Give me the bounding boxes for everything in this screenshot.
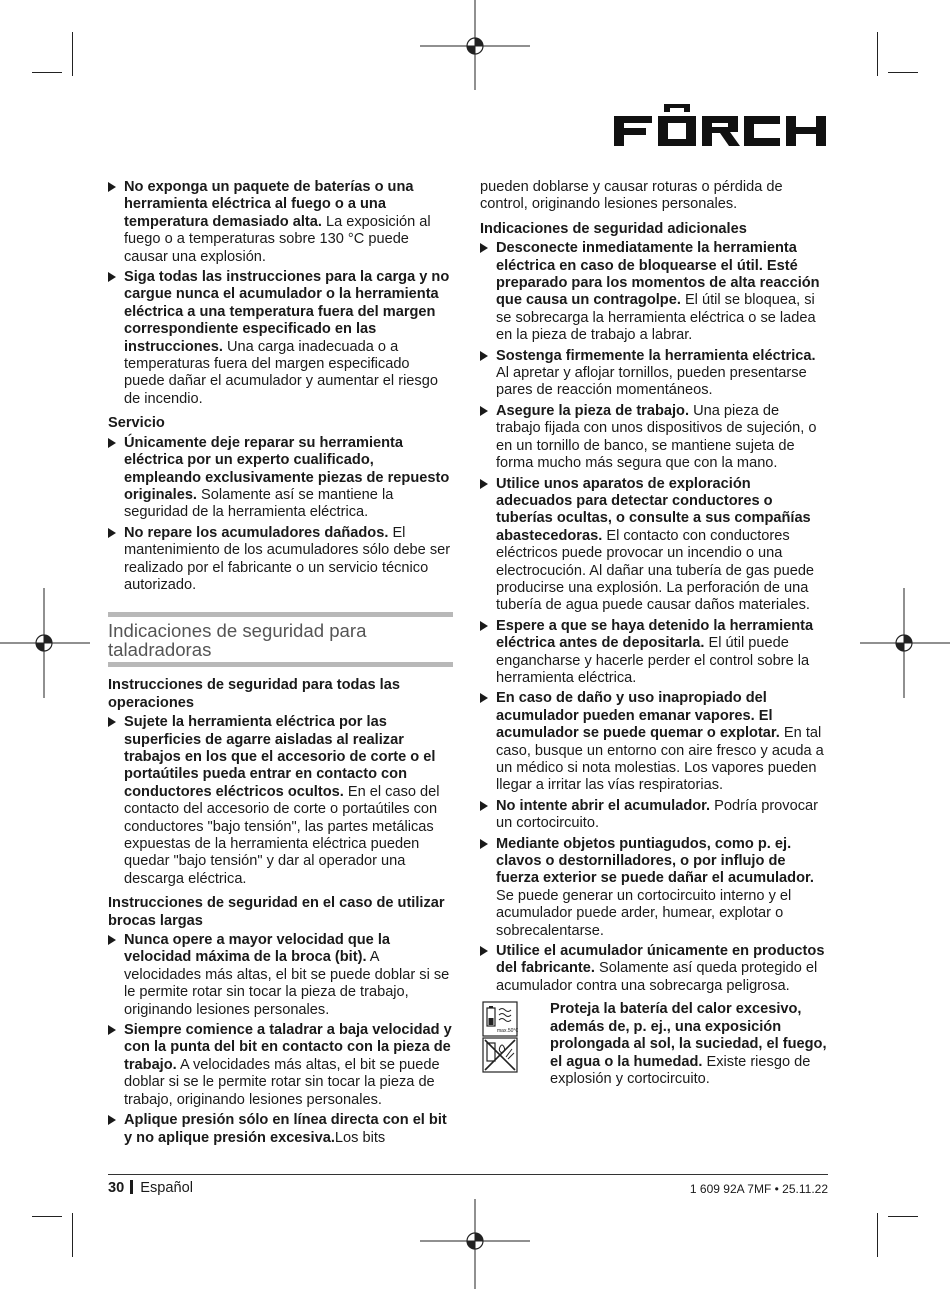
- footer-left: [108, 1180, 193, 1196]
- footer-separator: [130, 1180, 133, 1194]
- bullet-arrow-icon: [108, 935, 116, 945]
- left-column: [108, 179, 453, 1150]
- bullet-arrow-icon: [108, 1115, 116, 1125]
- list-item: Únicamente deje reparar su herramienta eléctrica por un experto cualificado, empleando exclusivamente piezas de repuesto originales. Solamente así se mantiene la seguridad de la herramienta eléctrica.: [108, 435, 453, 522]
- subheading: Instrucciones de seguridad para todas las operaciones: [108, 677, 400, 711]
- crop-mark: [877, 1213, 878, 1257]
- bullet-arrow-icon: [480, 801, 488, 811]
- crop-mark: [72, 1213, 73, 1257]
- footer-code: 1 609 92A 7MF • 25.11.22: [689, 1182, 828, 1196]
- crop-mark: [888, 1216, 918, 1217]
- battery-warning-block: [480, 1001, 827, 1088]
- crop-mark: [72, 32, 73, 76]
- list-item: Siempre comience a taladrar a baja velocidad y con la punta del bit en contacto con la pieza de trabajo. A velocidades más altas, el bit se puede doblar si se le permite rotar sin tocar la pieza de trabajo, originando lesiones personales.: [108, 1022, 453, 1109]
- footer-language: Español: [140, 1180, 193, 1196]
- svg-text:max.50°C: max.50°C: [497, 1028, 518, 1035]
- list-item: No exponga un paquete de baterías o una herramienta eléctrica al fuego o a una temperatura demasiado alta. La exposición al fuego o a temperaturas sobre 130 °C puede causar una explosión.: [108, 179, 453, 266]
- page-footer: [108, 1174, 828, 1199]
- list-item: Desconecte inmediatamente la herramienta eléctrica en caso de bloquearse el útil. Esté preparado para los momentos de alta reacción que causa un contragolpe. El útil se bloquea, si se sobrecarga la herramienta eléctrica o se ladea en la pieza de trabajo a labrar.: [480, 240, 827, 344]
- registration-mark-icon: [420, 0, 530, 90]
- crop-mark: [888, 72, 918, 73]
- bullet-arrow-icon: [480, 479, 488, 489]
- battery-heat-icon: [482, 1001, 518, 1073]
- list-item: Mediante objetos puntiagudos, como p. ej. clavos o destornilladores, o por influjo de fuerza exterior se puede dañar el acumulador. Se puede generar un cortocircuito interno y el acumulador puede arder, humear, explotar o sobrecalentarse.: [480, 836, 827, 940]
- list-item: No intente abrir el acumulador. Podría provocar un cortocircuito.: [480, 798, 827, 833]
- list-item: Sostenga firmemente la herramienta eléctrica. Al apretar y aflojar tornillos, pueden presentarse pares de reacción momentáneos.: [480, 348, 827, 400]
- list-item: Espere a que se haya detenido la herramienta eléctrica antes de depositarla. El útil puede engancharse y hacerle perder el control sobre la herramienta eléctrica.: [480, 618, 827, 688]
- list-item: Nunca opere a mayor velocidad que la velocidad máxima de la broca (bit). A velocidades más altas, el bit se puede doblar si se le permite rotar sin tocar la pieza de trabajo, originando lesiones personales.: [108, 932, 453, 1019]
- continued-paragraph: pueden doblarse y causar roturas o pérdida de control, originando lesiones personales.: [480, 179, 783, 213]
- bullet-arrow-icon: [108, 717, 116, 727]
- bullet-arrow-icon: [480, 351, 488, 361]
- registration-mark-icon: [0, 588, 90, 698]
- crop-mark: [32, 72, 62, 73]
- bullet-arrow-icon: [480, 839, 488, 849]
- bullet-arrow-icon: [108, 182, 116, 192]
- section-title: Indicaciones de seguridad para taladradoras: [108, 612, 453, 667]
- bullet-arrow-icon: [480, 946, 488, 956]
- brand-logo: [612, 102, 828, 148]
- bullet-arrow-icon: [480, 621, 488, 631]
- bullet-arrow-icon: [108, 528, 116, 538]
- bullet-arrow-icon: [108, 438, 116, 448]
- subheading: Indicaciones de seguridad adicionales: [480, 220, 747, 237]
- right-column: [480, 179, 827, 1088]
- list-item: En caso de daño y uso inapropiado del acumulador pueden emanar vapores. El acumulador se puede quemar o explotar. En tal caso, busque un entorno con aire fresco y acuda a un médico si nota molestias. Los vapores pueden llegar a irritar las vías respiratorias.: [480, 690, 827, 794]
- bullet-arrow-icon: [480, 243, 488, 253]
- crop-mark: [877, 32, 878, 76]
- subheading: Servicio: [108, 415, 165, 432]
- list-item: No repare los acumuladores dañados. El mantenimiento de los acumuladores sólo debe ser realizado por el fabricante o un servicio técnico autorizado.: [108, 525, 453, 595]
- list-item: Sujete la herramienta eléctrica por las superficies de agarre aisladas al realizar trabajos en los que el accesorio de corte o el portaútiles pueda entrar en contacto con conductores eléctricos ocultos. En el caso del contacto del accesorio de corte o portaútiles con conductores "bajo tensión", las partes metálicas expuestas de la herramienta eléctrica pueden quedar "bajo tensión" y dar al operador una descarga eléctrica.: [108, 714, 453, 888]
- list-item: Utilice unos aparatos de exploración adecuados para detectar conductores o tuberías ocultas, o consulte a sus compañías abastecedoras. El contacto con conductores eléctricos puede provocar un incendio o una electrocución. Al dañar una tubería de gas puede producirse una explosión. La perforación de una tubería de agua puede causar daños materiales.: [480, 476, 827, 615]
- bullet-arrow-icon: [480, 693, 488, 703]
- bullet-arrow-icon: [108, 272, 116, 282]
- list-item: Siga todas las instrucciones para la carga y no cargue nunca el acumulador o la herramienta eléctrica a una temperatura fuera del margen correspondiente especificado en las instrucciones. Una carga inadecuada o a temperaturas fuera del margen especificado puede dañar el acumulador y aumentar el riesgo de incendio.: [108, 269, 453, 408]
- list-item: Aplique presión sólo en línea directa con el bit y no aplique presión excesiva.Los bits: [108, 1112, 453, 1147]
- crop-mark: [32, 1216, 62, 1217]
- bullet-arrow-icon: [108, 1025, 116, 1035]
- bullet-arrow-icon: [480, 406, 488, 416]
- list-item: Utilice el acumulador únicamente en productos del fabricante. Solamente así queda protegido el acumulador contra una sobrecarga peligrosa.: [480, 943, 827, 995]
- battery-warning-text: Proteja la batería del calor excesivo, además de, p. ej., una exposición prolongada al sol, la suciedad, el fuego, el agua o la humedad. Existe riesgo de explosión y cortocircuito.: [550, 1001, 827, 1087]
- page-number: 30: [108, 1180, 125, 1196]
- battery-warning-icons: [482, 1001, 518, 1073]
- registration-mark-icon: [420, 1199, 530, 1289]
- list-item: Asegure la pieza de trabajo. Una pieza de trabajo fijada con unos dispositivos de sujeción, o en un tornillo de banco, se mantiene sujeta de forma mucho más segura que con la mano.: [480, 403, 827, 473]
- subheading: Instrucciones de seguridad en el caso de utilizar brocas largas: [108, 895, 445, 929]
- registration-mark-icon: [860, 588, 950, 698]
